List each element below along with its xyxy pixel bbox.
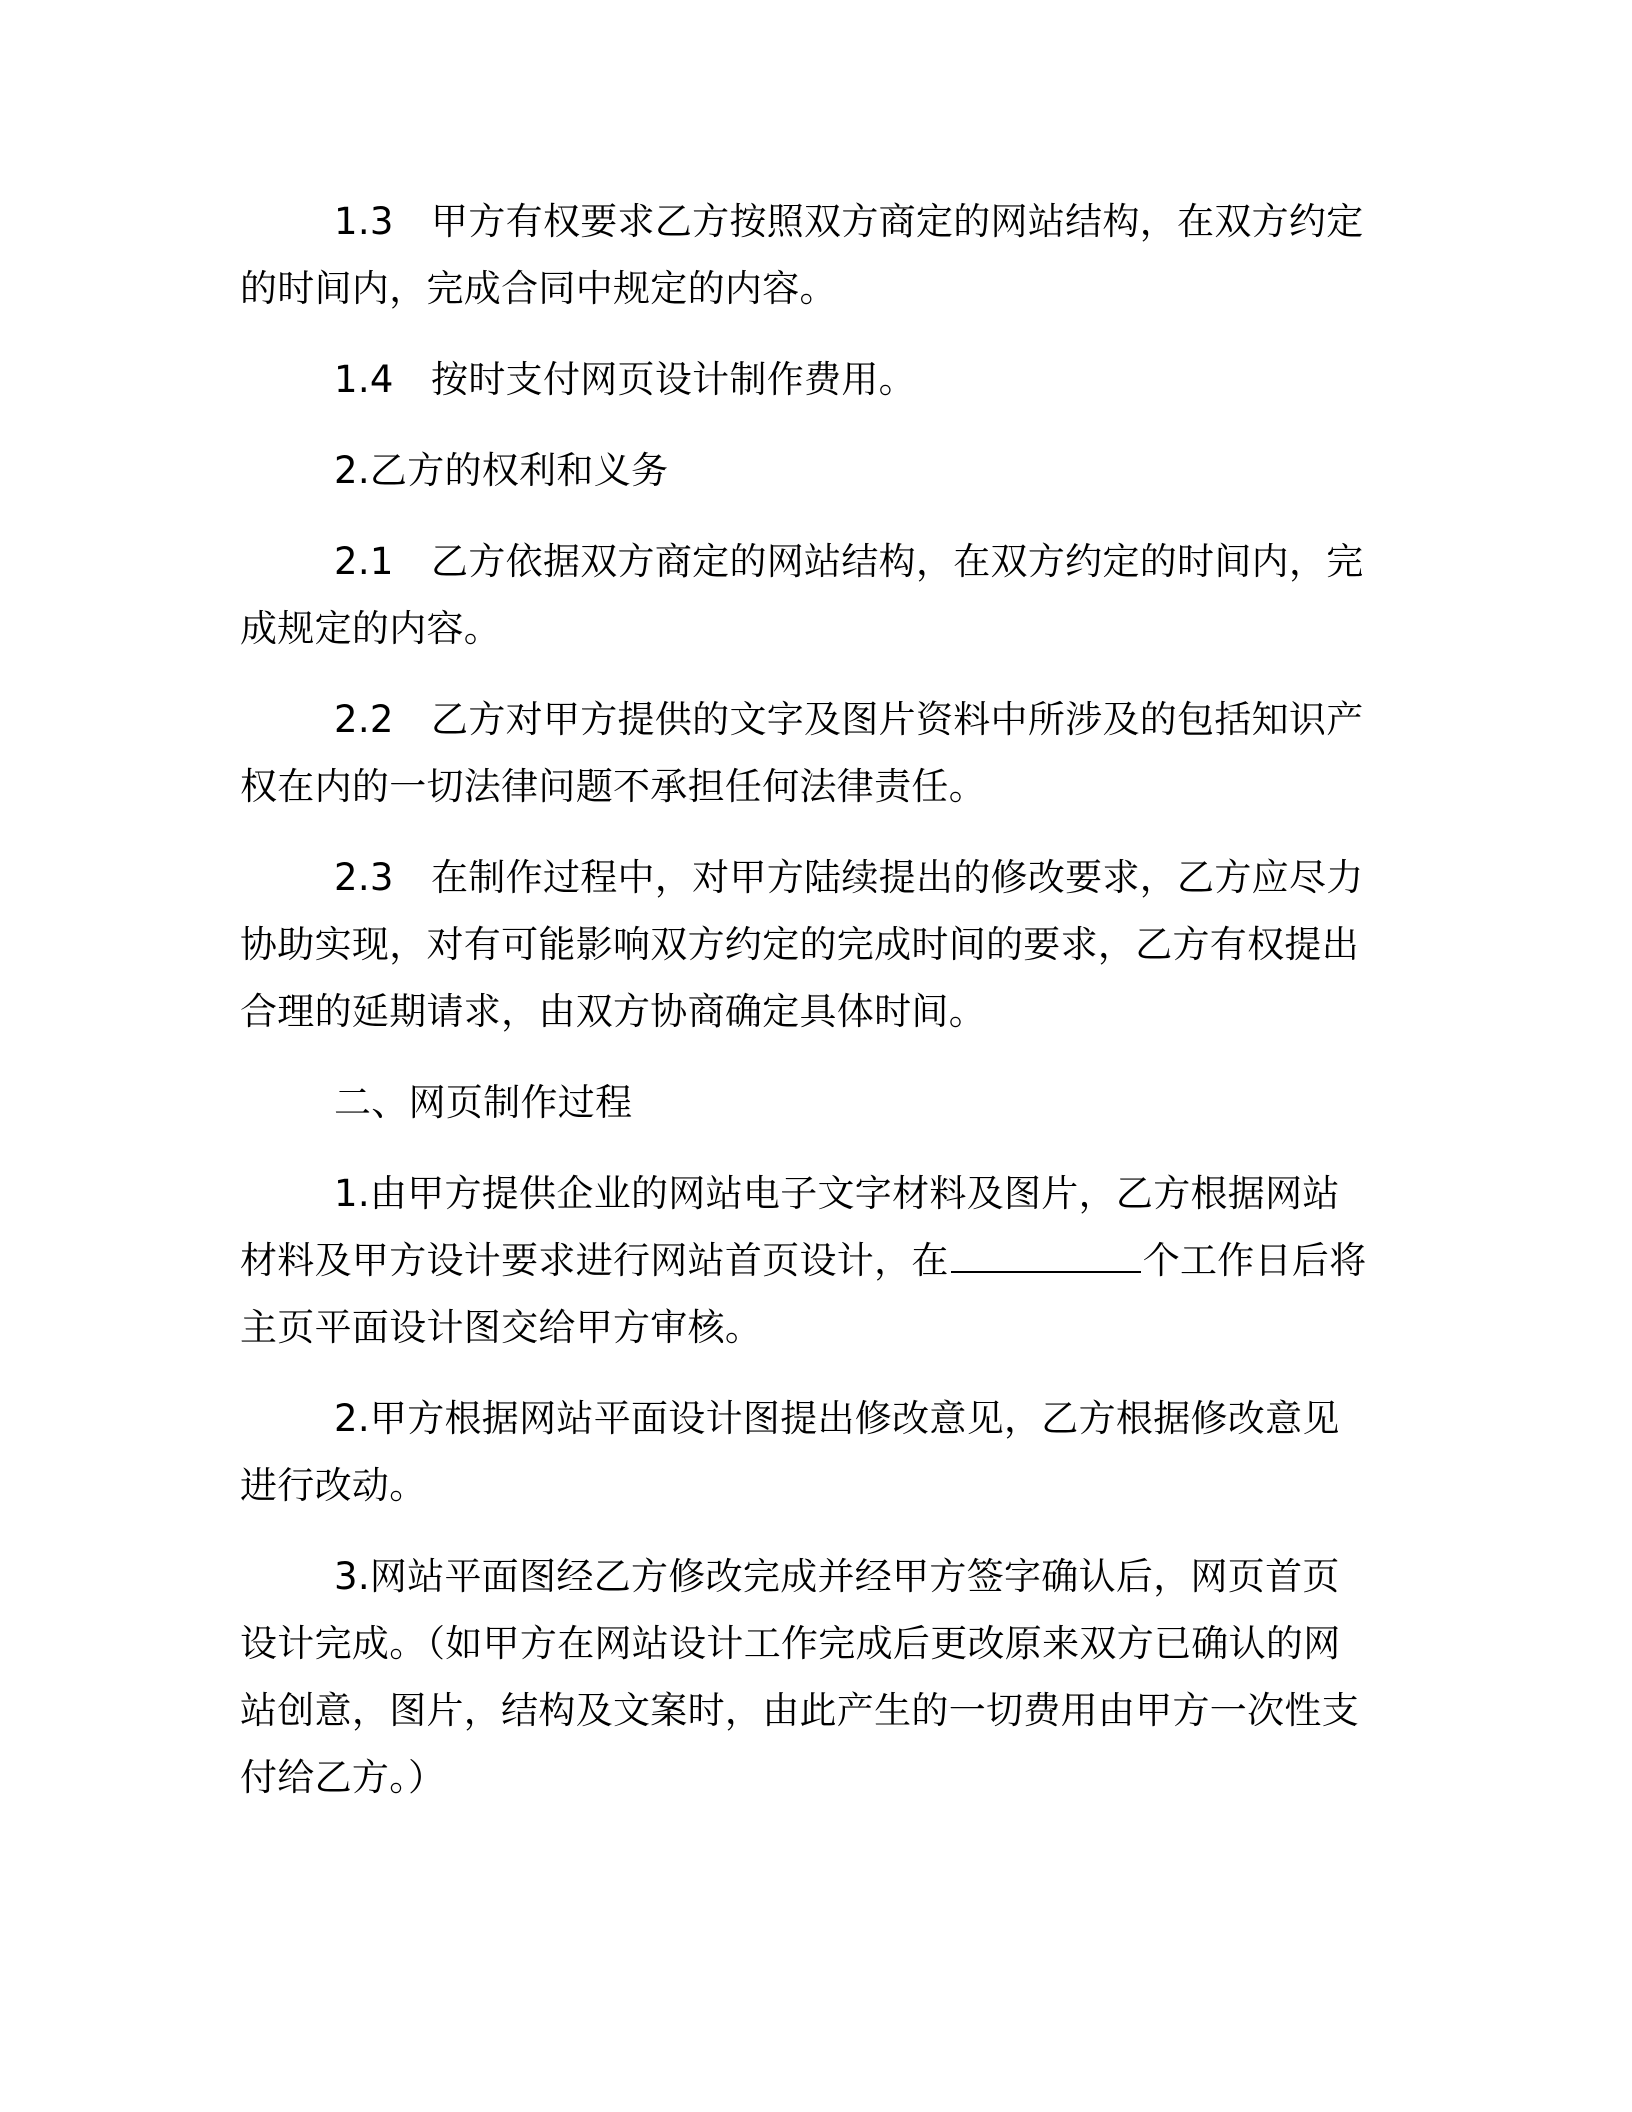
clause-2-3: 2.3 在制作过程中，对甲方陆续提出的修改要求，乙方应尽力协助实现，对有可能影响双方约定的完成时间的要求，乙方有权提出合理的延期请求，由双方协商确定具体时间。 [240,856,1364,1033]
clause-2-2: 2.2 乙方对甲方提供的文字及图片资料中所涉及的包括知识产权在内的一切法律问题不承担任何法律责任。 [240,698,1364,808]
section-2-heading: 二、网页制作过程 [334,1081,633,1124]
step-2: 2.甲方根据网站平面设计图提出修改意见，乙方根据修改意见进行改动。 [240,1397,1340,1507]
step-3: 3.网站平面图经乙方修改完成并经甲方签字确认后，网页首页设计完成。（如甲方在网站设计工作完成后更改原来双方已确认的网站创意，图片，结构及文案时，由此产生的一切费用由甲方一次性支付给乙方。） [240,1555,1359,1799]
fill-in-blank [951,1237,1141,1273]
document-body [240,188,1368,1835]
step-1-text-b: 个工作日后将主页平面设计图交给甲方审核。 [240,1239,1367,1349]
step-1-text-a: 1.由甲方提供企业的网站电子文字材料及图片，乙方根据网站材料及甲方设计要求进行网站首页设计，在 [240,1172,1340,1282]
clause-2-heading: 2.乙方的权利和义务 [334,449,669,492]
clause-1-3: 1.3 甲方有权要求乙方按照双方商定的网站结构，在双方约定的时间内，完成合同中规定的内容。 [240,200,1364,310]
clause-1-4: 1.4 按时支付网页设计制作费用。 [334,358,916,401]
step-1 [240,1160,1368,1361]
clause-2-1: 2.1 乙方依据双方商定的网站结构，在双方约定的时间内，完成规定的内容。 [240,540,1364,650]
